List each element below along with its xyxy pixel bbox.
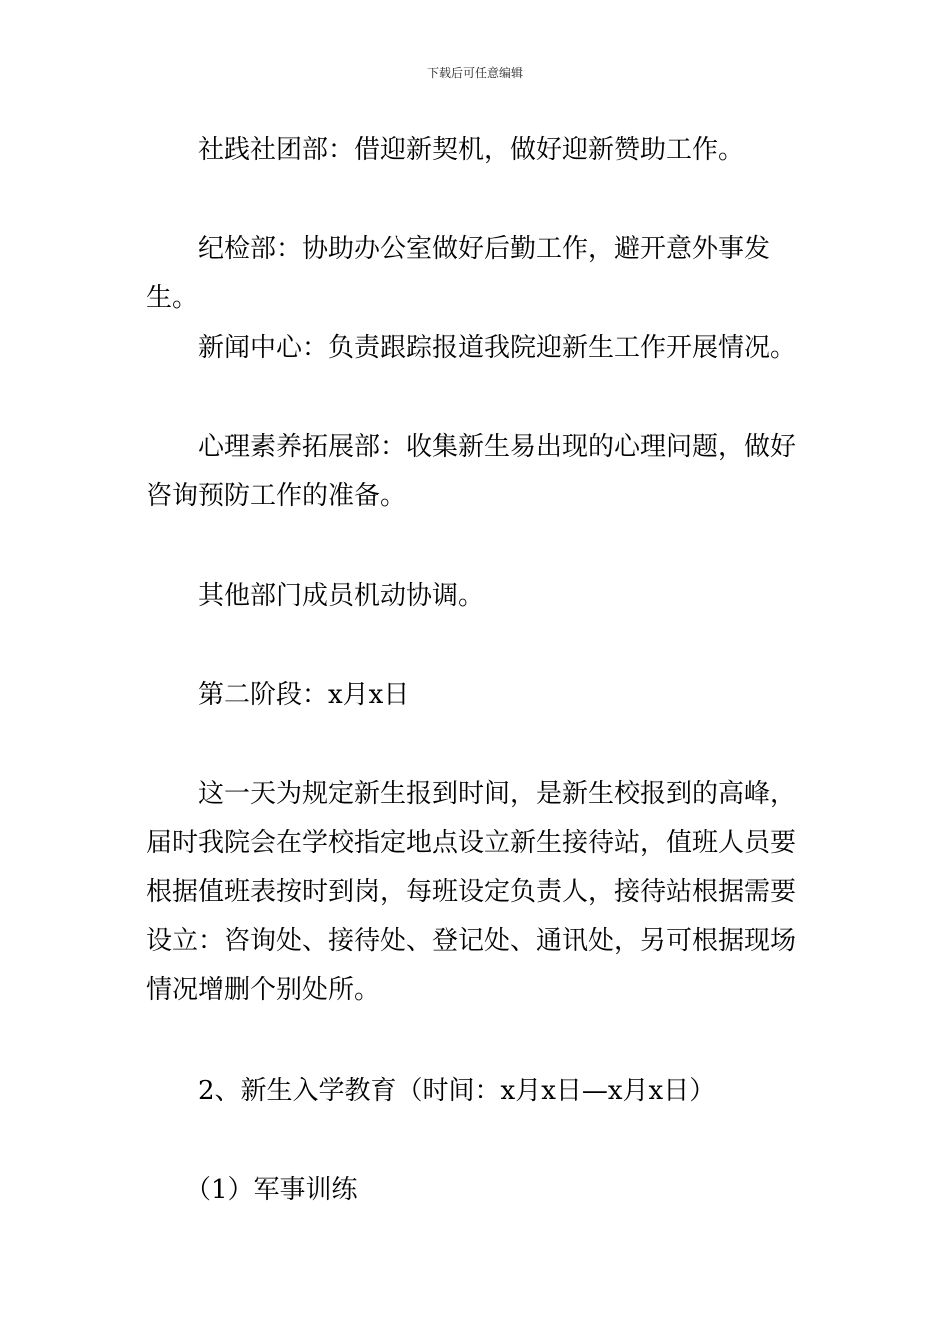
paragraph-news-center: 新闻中心：负责跟踪报道我院迎新生工作开展情况。 bbox=[198, 333, 797, 363]
paragraph-discipline: 纪检部：协助办公室做好后勤工作，避开意外事发生。 bbox=[146, 234, 771, 313]
paragraph-social-practice: 社践社团部：借迎新契机，做好迎新赞助工作。 bbox=[198, 135, 745, 165]
paragraph-orientation-education: 2、新生入学教育（时间：x月x日—x月x日） bbox=[198, 1076, 716, 1106]
paragraph-registration-day: 这一天为规定新生报到时间，是新生校报到的高峰，届时我院会在学校指定地点设立新生接待站，值班人员要根据值班表按时到岗，每班设定负责人，接待站根据需要设立：咨询处、接待处、登记处、通讯处，另可根据现场情况增删个别处所。 bbox=[146, 779, 797, 1005]
paragraph-military-training: （1）军事训练 bbox=[185, 1175, 358, 1205]
page-header: 下载后可任意编辑 bbox=[426, 66, 523, 80]
paragraph-psychology: 心理素养拓展部：收集新生易出现的心理问题，做好咨询预防工作的准备。 bbox=[146, 432, 797, 511]
paragraph-other-departments: 其他部门成员机动协调。 bbox=[198, 581, 485, 611]
paragraph-stage-two: 第二阶段：x月x日 bbox=[198, 680, 410, 710]
